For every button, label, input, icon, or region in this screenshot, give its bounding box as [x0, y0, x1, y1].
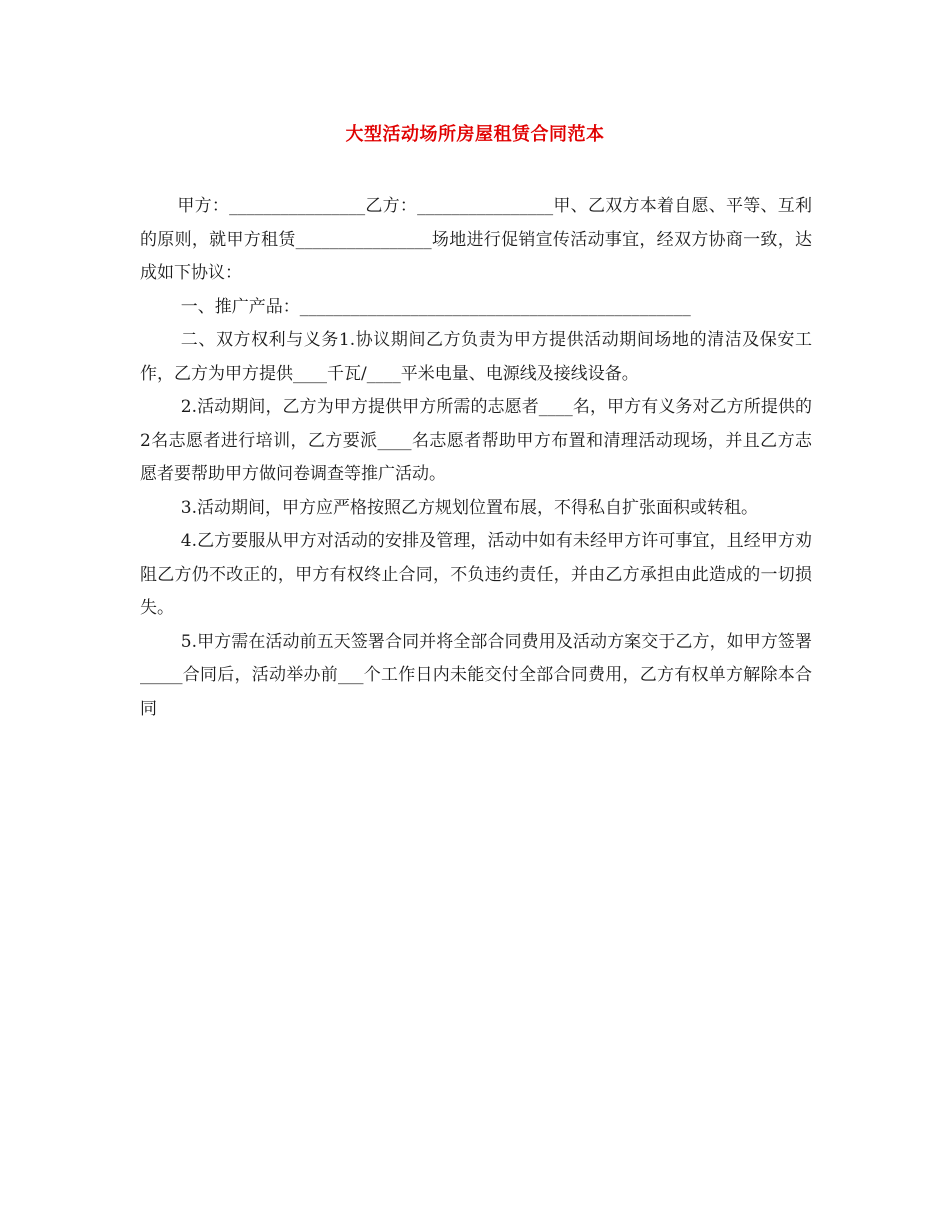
paragraph-rights-1: 二、双方权利与义务1.协议期间乙方负责为甲方提供活动期间场地的清洁及保安工作，乙方为甲方提供____千瓦/____平米电量、电源线及接线设备。 [140, 330, 812, 384]
paragraph-parties: 甲方：________________乙方：________________甲、乙双方本着自愿、平等、互利的原则，就甲方租赁________________场地进行促销宣传活动事宜，经双方协商一致，达成如下协议： [140, 196, 812, 283]
paragraph-rights-5: 5.甲方需在活动前五天签署合同并将全部合同费用及活动方案交于乙方，如甲方签署_____合同后，活动举办前___个工作日内未能交付全部合同费用，乙方有权单方解除本合同 [140, 631, 812, 719]
paragraph-product: 一、推广产品：______________________________________________ [180, 296, 691, 317]
paragraph-rights-2: 2.活动期间，乙方为甲方提供甲方所需的志愿者____名，甲方有义务对乙方所提供的2名志愿者进行培训，乙方要派____名志愿者帮助甲方布置和清理活动现场，并且乙方志愿者要帮助甲方做问卷调查等推广活动。 [140, 397, 812, 484]
paragraph-rights-4: 4.乙方要服从甲方对活动的安排及管理，活动中如有未经甲方许可事宜，且经甲方劝阻乙方仍不改正的，甲方有权终止合同，不负违约责任，并由乙方承担由此造成的一切损失。 [140, 531, 812, 618]
paragraph-rights-3: 3.活动期间，甲方应严格按照乙方规划位置布展，不得私自扩张面积或转租。 [180, 497, 759, 518]
document-title: 大型活动场所房屋租赁合同范本 [345, 124, 605, 145]
document-body [140, 190, 812, 726]
